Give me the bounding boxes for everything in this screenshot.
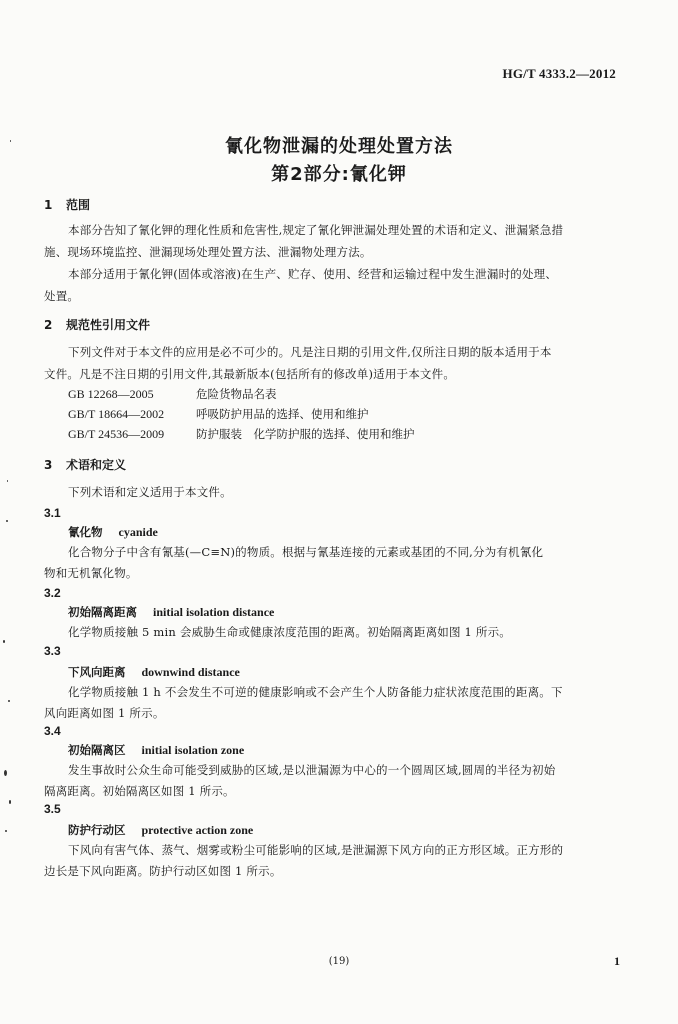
term-number: 3.3 bbox=[44, 644, 61, 658]
term-number: 3.1 bbox=[44, 506, 61, 520]
scan-speck bbox=[8, 700, 10, 702]
paragraph-line: 处置。 bbox=[44, 289, 80, 303]
section-number: 2 bbox=[44, 318, 53, 332]
term-zh: 防护行动区 bbox=[68, 823, 126, 837]
section-1-heading bbox=[44, 196, 90, 213]
reference-title: 呼吸防护用品的选择、使用和维护 bbox=[196, 407, 369, 421]
section-2-heading bbox=[44, 316, 150, 333]
paragraph-line: 下列文件对于本文件的应用是必不可少的。凡是注日期的引用文件,仅所注日期的版本适用于本 bbox=[68, 345, 552, 359]
paragraph-line: 风向距离如图 1 所示。 bbox=[44, 706, 165, 720]
page-label: (19) bbox=[328, 956, 350, 967]
scan-speck bbox=[3, 640, 5, 643]
section-title: 范围 bbox=[66, 198, 91, 212]
paragraph-line: 本部分适用于氰化钾(固体或溶液)在生产、贮存、使用、经营和运输过程中发生泄漏时的处理、 bbox=[68, 267, 558, 281]
term-en: protective action zone bbox=[141, 823, 254, 837]
section-title: 术语和定义 bbox=[66, 458, 127, 472]
page-number: 1 bbox=[614, 954, 620, 968]
paragraph-line: 化合物分子中含有氰基(—C≡N)的物质。根据与氰基连接的元素或基团的不同,分为有机氰化 bbox=[68, 545, 544, 559]
term-en: cyanide bbox=[118, 525, 158, 539]
scan-speck bbox=[7, 480, 8, 482]
section-number: 3 bbox=[44, 458, 53, 472]
term-number: 3.5 bbox=[44, 802, 61, 816]
term-en: downwind distance bbox=[141, 665, 240, 679]
reference-code: GB 12268—2005 bbox=[68, 387, 154, 401]
term-en: initial isolation zone bbox=[141, 743, 245, 757]
term-heading bbox=[68, 742, 244, 758]
scan-speck bbox=[5, 830, 7, 832]
standard-code: HG/T 4333.2—2012 bbox=[502, 66, 616, 81]
term-heading bbox=[68, 664, 240, 680]
reference-item bbox=[68, 386, 277, 402]
paragraph-line: 下列术语和定义适用于本文件。 bbox=[68, 485, 232, 499]
term-number: 3.4 bbox=[44, 724, 61, 738]
term-heading bbox=[68, 822, 253, 838]
scan-speck bbox=[9, 800, 11, 804]
reference-item bbox=[68, 426, 415, 442]
reference-title: 防护服装 化学防护服的选择、使用和维护 bbox=[196, 427, 415, 441]
reference-item bbox=[68, 406, 369, 422]
paragraph-line: 施、现场环境监控、泄漏现场处理处置方法、泄漏物处理方法。 bbox=[44, 245, 372, 259]
paragraph-line: 化学物质接触 1 h 不会发生不可逆的健康影响或不会产生个人防备能力症状浓度范围的距离。下 bbox=[68, 685, 563, 699]
paragraph-line: 化学物质接触 5 min 会威胁生命或健康浓度范围的距离。初始隔离距离如图 1 所示。 bbox=[68, 625, 511, 639]
term-zh: 初始隔离距离 bbox=[68, 605, 137, 619]
reference-code: GB/T 18664—2002 bbox=[68, 407, 165, 421]
document-title: 氰化物泄漏的处理处置方法 bbox=[225, 136, 453, 157]
section-number: 1 bbox=[44, 198, 53, 212]
paragraph-line: 文件。凡是不注日期的引用文件,其最新版本(包括所有的修改单)适用于本文件。 bbox=[44, 367, 456, 381]
section-3-heading bbox=[44, 456, 126, 473]
reference-code: GB/T 24536—2009 bbox=[68, 427, 165, 441]
document-subtitle: 第2部分:氰化钾 bbox=[271, 164, 407, 185]
term-zh: 下风向距离 bbox=[68, 665, 126, 679]
term-heading bbox=[68, 604, 274, 620]
scan-speck bbox=[6, 520, 8, 522]
paragraph-line: 发生事故时公众生命可能受到威胁的区域,是以泄漏源为中心的一个圆周区域,圆周的半径为初始 bbox=[68, 763, 556, 777]
term-zh: 初始隔离区 bbox=[68, 743, 126, 757]
scan-speck bbox=[4, 770, 7, 776]
term-en: initial isolation distance bbox=[153, 605, 275, 619]
paragraph-line: 下风向有害气体、蒸气、烟雾或粉尘可能影响的区域,是泄漏源下风方向的正方形区域。正方形的 bbox=[68, 843, 564, 857]
section-title: 规范性引用文件 bbox=[66, 318, 151, 332]
paragraph-line: 本部分告知了氰化钾的理化性质和危害性,规定了氰化钾泄漏处理处置的术语和定义、泄漏紧急措 bbox=[68, 223, 564, 237]
term-number: 3.2 bbox=[44, 586, 61, 600]
paragraph-line: 隔离距离。初始隔离区如图 1 所示。 bbox=[44, 784, 235, 798]
reference-title: 危险货物品名表 bbox=[196, 387, 277, 401]
term-zh: 氰化物 bbox=[68, 525, 103, 539]
paragraph-line: 边长是下风向距离。防护行动区如图 1 所示。 bbox=[44, 864, 282, 878]
scan-speck bbox=[10, 140, 11, 142]
paragraph-line: 物和无机氰化物。 bbox=[44, 566, 138, 580]
term-heading bbox=[68, 524, 158, 540]
